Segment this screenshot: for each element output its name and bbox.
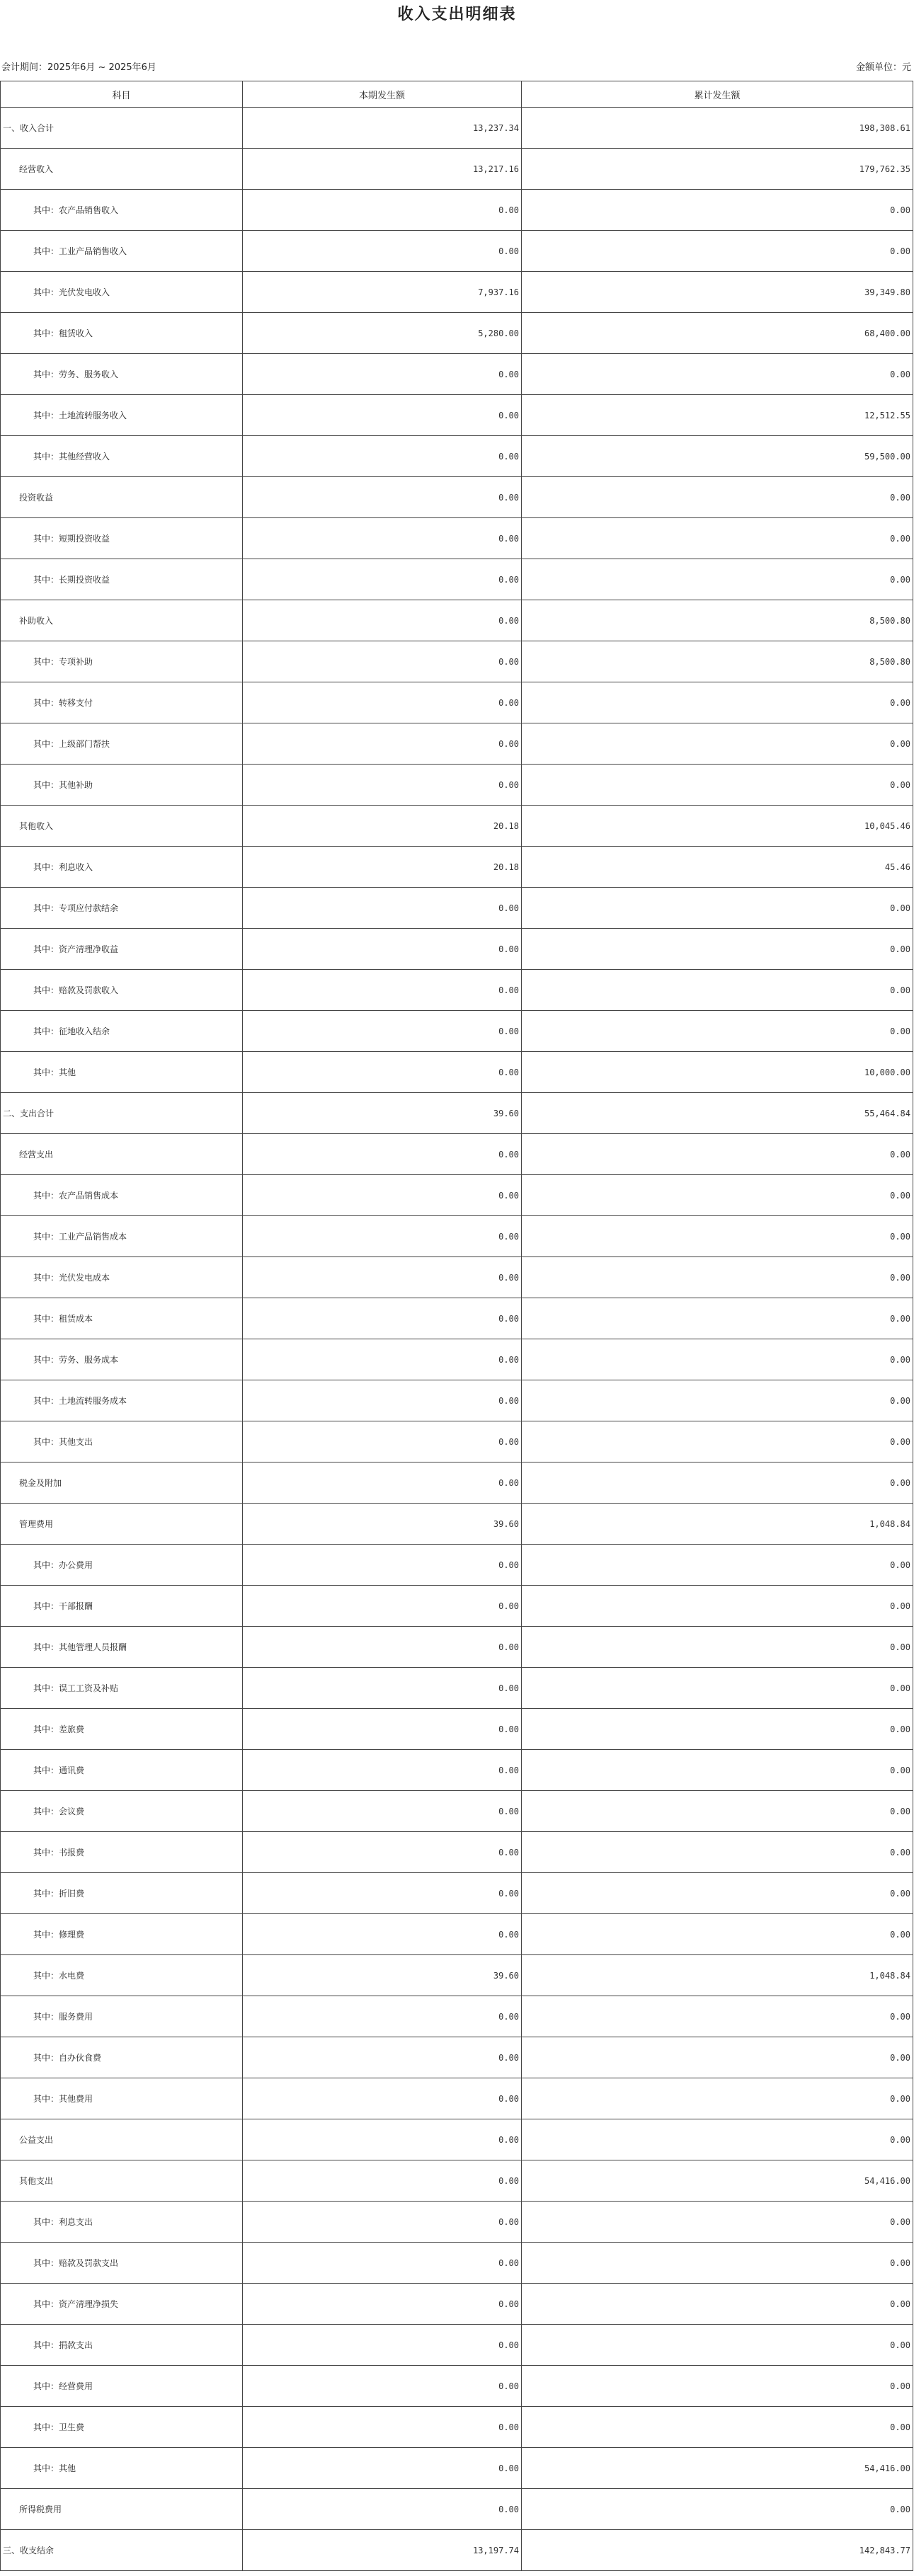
account-name: 其中：通讯费 [1, 1750, 243, 1791]
cumulative-amount: 0.00 [522, 518, 913, 559]
cumulative-amount: 198,308.61 [522, 108, 913, 149]
table-row [1, 2119, 913, 2160]
cumulative-amount: 0.00 [522, 1175, 913, 1216]
account-name: 其中：其他补助 [1, 765, 243, 806]
current-amount: 0.00 [243, 600, 522, 641]
account-name: 其中：租赁收入 [1, 313, 243, 354]
table-row [1, 2243, 913, 2284]
account-name: 管理费用 [1, 1504, 243, 1545]
account-name: 其中：资产清理净损失 [1, 2284, 243, 2325]
cumulative-amount: 0.00 [522, 1545, 913, 1586]
account-name: 其中：光伏发电收入 [1, 272, 243, 313]
current-amount: 0.00 [243, 1709, 522, 1750]
table-row [1, 1709, 913, 1750]
cumulative-amount: 10,000.00 [522, 1052, 913, 1093]
current-amount: 0.00 [243, 1134, 522, 1175]
current-amount: 39.60 [243, 1504, 522, 1545]
cumulative-amount: 0.00 [522, 2325, 913, 2366]
table-row [1, 888, 913, 929]
table-row [1, 1873, 913, 1914]
current-amount: 0.00 [243, 888, 522, 929]
table-row [1, 1093, 913, 1134]
account-name: 其中：误工工资及补贴 [1, 1668, 243, 1709]
accounting-period: 会计期间：2025年6月 ~ 2025年6月 [1, 62, 156, 73]
cumulative-amount: 179,762.35 [522, 149, 913, 190]
cumulative-amount: 0.00 [522, 477, 913, 518]
account-name: 其中：卫生费 [1, 2407, 243, 2448]
table-row [1, 1668, 913, 1709]
current-amount: 0.00 [243, 2489, 522, 2530]
account-name: 税金及附加 [1, 1462, 243, 1504]
current-amount: 0.00 [243, 1462, 522, 1504]
current-amount: 0.00 [243, 1545, 522, 1586]
report-meta [1, 61, 911, 75]
cumulative-amount: 45.46 [522, 847, 913, 888]
current-amount: 0.00 [243, 1750, 522, 1791]
table-row [1, 1832, 913, 1873]
table-row [1, 2489, 913, 2530]
cumulative-amount: 0.00 [522, 559, 913, 600]
current-amount: 0.00 [243, 1791, 522, 1832]
current-amount: 0.00 [243, 1914, 522, 1955]
account-name: 其中：折旧费 [1, 1873, 243, 1914]
cumulative-amount: 0.00 [522, 929, 913, 970]
current-amount: 0.00 [243, 190, 522, 231]
table-row [1, 765, 913, 806]
current-amount: 0.00 [243, 2284, 522, 2325]
current-amount: 0.00 [243, 1627, 522, 1668]
current-amount: 0.00 [243, 231, 522, 272]
account-name: 其中：短期投资收益 [1, 518, 243, 559]
table-row [1, 518, 913, 559]
current-amount: 0.00 [243, 1586, 522, 1627]
table-row [1, 2325, 913, 2366]
current-amount: 0.00 [243, 1011, 522, 1052]
table-row [1, 1052, 913, 1093]
cumulative-amount: 0.00 [522, 1586, 913, 1627]
current-amount: 0.00 [243, 970, 522, 1011]
account-name: 其他收入 [1, 806, 243, 847]
current-amount: 0.00 [243, 395, 522, 436]
cumulative-amount: 0.00 [522, 2243, 913, 2284]
current-amount: 0.00 [243, 682, 522, 723]
table-row [1, 2284, 913, 2325]
cumulative-amount: 0.00 [522, 1339, 913, 1380]
cumulative-amount: 0.00 [522, 1873, 913, 1914]
account-name: 补助收入 [1, 600, 243, 641]
cumulative-amount: 0.00 [522, 1914, 913, 1955]
table-row [1, 1380, 913, 1421]
account-name: 其中：工业产品销售收入 [1, 231, 243, 272]
current-amount: 0.00 [243, 559, 522, 600]
cumulative-amount: 39,349.80 [522, 272, 913, 313]
account-name: 其中：其他支出 [1, 1421, 243, 1462]
cumulative-amount: 68,400.00 [522, 313, 913, 354]
cumulative-amount: 0.00 [522, 1462, 913, 1504]
cumulative-amount: 0.00 [522, 1750, 913, 1791]
table-row [1, 395, 913, 436]
current-amount: 0.00 [243, 723, 522, 765]
cumulative-amount: 0.00 [522, 231, 913, 272]
table-row [1, 600, 913, 641]
current-amount: 0.00 [243, 2407, 522, 2448]
cumulative-amount: 59,500.00 [522, 436, 913, 477]
current-amount: 0.00 [243, 2202, 522, 2243]
cumulative-amount: 8,500.80 [522, 641, 913, 682]
current-amount: 0.00 [243, 354, 522, 395]
account-name: 其中：捐款支出 [1, 2325, 243, 2366]
income-expense-table [0, 81, 913, 2571]
column-header-current: 本期发生额 [243, 81, 522, 108]
account-name: 其中：赔款及罚款支出 [1, 2243, 243, 2284]
account-name: 其中：水电费 [1, 1955, 243, 1996]
table-row [1, 1421, 913, 1462]
current-amount: 0.00 [243, 2325, 522, 2366]
account-name: 其中：干部报酬 [1, 1586, 243, 1627]
cumulative-amount: 12,512.55 [522, 395, 913, 436]
table-row [1, 1504, 913, 1545]
account-name: 其中：农产品销售成本 [1, 1175, 243, 1216]
current-amount: 0.00 [243, 1421, 522, 1462]
cumulative-amount: 54,416.00 [522, 2160, 913, 2202]
table-row [1, 2366, 913, 2407]
table-row [1, 149, 913, 190]
table-row [1, 313, 913, 354]
current-amount: 5,280.00 [243, 313, 522, 354]
table-row [1, 1257, 913, 1298]
account-name: 其中：劳务、服务成本 [1, 1339, 243, 1380]
cumulative-amount: 0.00 [522, 1709, 913, 1750]
current-amount: 39.60 [243, 1093, 522, 1134]
current-amount: 0.00 [243, 2119, 522, 2160]
current-amount: 0.00 [243, 1380, 522, 1421]
cumulative-amount: 0.00 [522, 1134, 913, 1175]
account-name: 其中：其他 [1, 2448, 243, 2489]
cumulative-amount: 0.00 [522, 765, 913, 806]
cumulative-amount: 0.00 [522, 1298, 913, 1339]
table-row [1, 1216, 913, 1257]
table-row [1, 231, 913, 272]
table-row [1, 970, 913, 1011]
current-amount: 0.00 [243, 1298, 522, 1339]
table-row [1, 1545, 913, 1586]
cumulative-amount: 0.00 [522, 1996, 913, 2037]
account-name: 其中：上级部门帮扶 [1, 723, 243, 765]
current-amount: 0.00 [243, 2160, 522, 2202]
report-title: 收入支出明细表 [397, 5, 517, 23]
account-name: 其中：赔款及罚款收入 [1, 970, 243, 1011]
cumulative-amount: 0.00 [522, 1421, 913, 1462]
account-name: 一、收入合计 [1, 108, 243, 149]
table-row [1, 1627, 913, 1668]
cumulative-amount: 0.00 [522, 1791, 913, 1832]
current-amount: 0.00 [243, 2366, 522, 2407]
current-amount: 0.00 [243, 1339, 522, 1380]
current-amount: 0.00 [243, 1257, 522, 1298]
cumulative-amount: 1,048.84 [522, 1955, 913, 1996]
current-amount: 0.00 [243, 1175, 522, 1216]
cumulative-amount: 8,500.80 [522, 600, 913, 641]
cumulative-amount: 0.00 [522, 2284, 913, 2325]
account-name: 投资收益 [1, 477, 243, 518]
cumulative-amount: 0.00 [522, 190, 913, 231]
account-name: 其中：租赁成本 [1, 1298, 243, 1339]
current-amount: 0.00 [243, 1873, 522, 1914]
current-amount: 0.00 [243, 2243, 522, 2284]
current-amount: 0.00 [243, 2078, 522, 2119]
table-row [1, 2407, 913, 2448]
cumulative-amount: 1,048.84 [522, 1504, 913, 1545]
table-row [1, 1955, 913, 1996]
table-row [1, 723, 913, 765]
account-name: 其中：其他管理人员报酬 [1, 1627, 243, 1668]
account-name: 其中：其他费用 [1, 2078, 243, 2119]
table-row [1, 1791, 913, 1832]
table-row [1, 1175, 913, 1216]
table-row [1, 2078, 913, 2119]
table-row [1, 1750, 913, 1791]
table-body [1, 108, 913, 2571]
account-name: 其中：差旅费 [1, 1709, 243, 1750]
account-name: 经营支出 [1, 1134, 243, 1175]
current-amount: 20.18 [243, 806, 522, 847]
table-row [1, 847, 913, 888]
account-name: 其中：光伏发电成本 [1, 1257, 243, 1298]
account-name: 三、收支结余 [1, 2530, 243, 2571]
account-name: 所得税费用 [1, 2489, 243, 2530]
account-name: 其中：土地流转服务收入 [1, 395, 243, 436]
table-row [1, 2160, 913, 2202]
cumulative-amount: 0.00 [522, 1380, 913, 1421]
table-row [1, 2448, 913, 2489]
account-name: 其中：修理费 [1, 1914, 243, 1955]
cumulative-amount: 0.00 [522, 970, 913, 1011]
cumulative-amount: 0.00 [522, 354, 913, 395]
table-row [1, 682, 913, 723]
account-name: 其中：专项补助 [1, 641, 243, 682]
current-amount: 39.60 [243, 1955, 522, 1996]
table-row [1, 1586, 913, 1627]
column-header-cumulative: 累计发生额 [522, 81, 913, 108]
table-row [1, 1339, 913, 1380]
cumulative-amount: 0.00 [522, 2366, 913, 2407]
account-name: 公益支出 [1, 2119, 243, 2160]
account-name: 其中：会议费 [1, 1791, 243, 1832]
table-row [1, 190, 913, 231]
cumulative-amount: 10,045.46 [522, 806, 913, 847]
account-name: 其中：土地流转服务成本 [1, 1380, 243, 1421]
cumulative-amount: 0.00 [522, 1627, 913, 1668]
table-row [1, 2530, 913, 2571]
current-amount: 7,937.16 [243, 272, 522, 313]
table-row [1, 1011, 913, 1052]
account-name: 其中：其他 [1, 1052, 243, 1093]
current-amount: 0.00 [243, 765, 522, 806]
currency-unit: 金额单位：元 [855, 62, 911, 73]
cumulative-amount: 0.00 [522, 682, 913, 723]
current-amount: 13,217.16 [243, 149, 522, 190]
cumulative-amount: 0.00 [522, 888, 913, 929]
table-row [1, 1462, 913, 1504]
table-row [1, 1298, 913, 1339]
cumulative-amount: 0.00 [522, 1011, 913, 1052]
column-header-account: 科目 [1, 81, 243, 108]
table-row [1, 436, 913, 477]
account-name: 其中：自办伙食费 [1, 2037, 243, 2078]
current-amount: 0.00 [243, 929, 522, 970]
current-amount: 20.18 [243, 847, 522, 888]
cumulative-amount: 0.00 [522, 723, 913, 765]
current-amount: 0.00 [243, 477, 522, 518]
current-amount: 13,237.34 [243, 108, 522, 149]
current-amount: 0.00 [243, 2448, 522, 2489]
table-row [1, 108, 913, 149]
account-name: 其中：资产清理净收益 [1, 929, 243, 970]
current-amount: 0.00 [243, 1216, 522, 1257]
current-amount: 0.00 [243, 1996, 522, 2037]
cumulative-amount: 142,843.77 [522, 2530, 913, 2571]
current-amount: 0.00 [243, 1832, 522, 1873]
account-name: 其中：其他经营收入 [1, 436, 243, 477]
account-name: 其中：专项应付款结余 [1, 888, 243, 929]
current-amount: 0.00 [243, 2037, 522, 2078]
account-name: 二、支出合计 [1, 1093, 243, 1134]
current-amount: 0.00 [243, 1052, 522, 1093]
account-name: 其中：经营费用 [1, 2366, 243, 2407]
cumulative-amount: 55,464.84 [522, 1093, 913, 1134]
cumulative-amount: 0.00 [522, 2037, 913, 2078]
cumulative-amount: 0.00 [522, 1257, 913, 1298]
account-name: 其中：书报费 [1, 1832, 243, 1873]
table-row [1, 2037, 913, 2078]
cumulative-amount: 0.00 [522, 1216, 913, 1257]
table-row [1, 1134, 913, 1175]
account-name: 其中：劳务、服务收入 [1, 354, 243, 395]
account-name: 其中：利息支出 [1, 2202, 243, 2243]
account-name: 其中：服务费用 [1, 1996, 243, 2037]
account-name: 经营收入 [1, 149, 243, 190]
table-row [1, 806, 913, 847]
current-amount: 0.00 [243, 436, 522, 477]
account-name: 其他支出 [1, 2160, 243, 2202]
table-row [1, 1996, 913, 2037]
cumulative-amount: 0.00 [522, 2078, 913, 2119]
account-name: 其中：办公费用 [1, 1545, 243, 1586]
table-row [1, 559, 913, 600]
table-row [1, 272, 913, 313]
cumulative-amount: 0.00 [522, 1832, 913, 1873]
table-row [1, 477, 913, 518]
current-amount: 0.00 [243, 518, 522, 559]
cumulative-amount: 0.00 [522, 1668, 913, 1709]
account-name: 其中：农产品销售收入 [1, 190, 243, 231]
account-name: 其中：征地收入结余 [1, 1011, 243, 1052]
account-name: 其中：工业产品销售成本 [1, 1216, 243, 1257]
table-row [1, 929, 913, 970]
account-name: 其中：转移支付 [1, 682, 243, 723]
cumulative-amount: 0.00 [522, 2489, 913, 2530]
current-amount: 13,197.74 [243, 2530, 522, 2571]
table-row [1, 354, 913, 395]
cumulative-amount: 0.00 [522, 2407, 913, 2448]
table-row [1, 2202, 913, 2243]
current-amount: 0.00 [243, 1668, 522, 1709]
table-row [1, 1914, 913, 1955]
cumulative-amount: 54,416.00 [522, 2448, 913, 2489]
table-row [1, 641, 913, 682]
current-amount: 0.00 [243, 641, 522, 682]
account-name: 其中：长期投资收益 [1, 559, 243, 600]
cumulative-amount: 0.00 [522, 2202, 913, 2243]
table-header [1, 81, 913, 108]
cumulative-amount: 0.00 [522, 2119, 913, 2160]
account-name: 其中：利息收入 [1, 847, 243, 888]
